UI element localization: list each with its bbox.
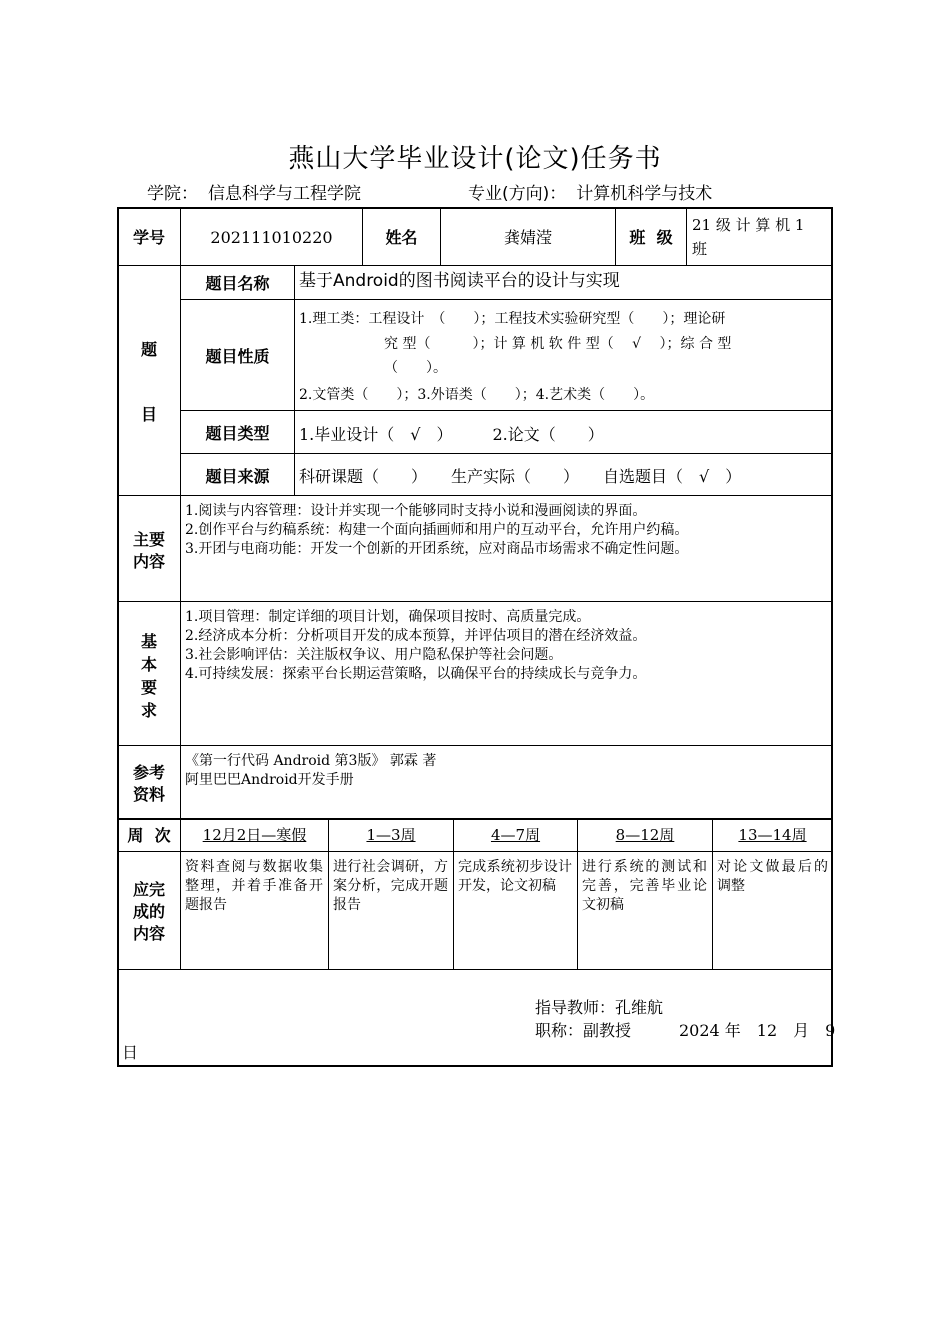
date-tail: 日 <box>122 1043 139 1062</box>
advisor-line <box>535 998 663 1017</box>
week-header: 1—3周 <box>366 826 416 844</box>
college-label: 学院： <box>147 184 198 204</box>
week-header: 13—14周 <box>738 826 807 844</box>
requirements-label-char: 求 <box>140 701 157 720</box>
class-value-line2: 班 <box>692 240 708 258</box>
main-content-item: 3.开团与电商功能：开发一个创新的开团系统，应对商品市场需求不确定性问题。 <box>185 541 689 557</box>
topic-group-label-2: 目 <box>140 405 157 424</box>
col-divider <box>686 208 687 265</box>
schedule-content: 进行系统的测试和完善，完善毕业论文初稿 <box>582 859 707 913</box>
page-title: 燕山大学毕业设计(论文)任务书 <box>288 144 662 174</box>
topic-nature-line1: 1.理工类：工程设计 （ ）；工程技术实验研究型（ ）；理论研 <box>299 311 726 327</box>
schedule-content-label-3: 内容 <box>132 924 165 943</box>
requirements-label-char: 本 <box>140 655 157 674</box>
schedule-content: 对论文做最后的调整 <box>717 859 828 894</box>
topic-type-value: 1.毕业设计（ √ ） 2.论文（ ） <box>299 425 604 444</box>
topic-nature-line2: 究 型（ ）；计 算 机 软 件 型（ √ ）；综 合 型 <box>384 336 732 352</box>
schedule-content: 进行社会调研，方案分析，完成开题报告 <box>333 859 448 913</box>
title-label: 职称： <box>535 1021 584 1040</box>
requirement-item: 4.可持续发展：探索平台长期运营策略，以确保平台的持续成长与竞争力。 <box>185 666 647 682</box>
requirements-label-char: 要 <box>140 678 157 697</box>
topic-source-label: 题目来源 <box>205 467 270 486</box>
week-header: 12月2日—寒假 <box>202 826 307 844</box>
college-line <box>147 179 361 204</box>
row-divider <box>118 851 832 852</box>
major-value: 计算机科学与技术 <box>576 184 713 204</box>
schedule-content: 完成系统初步设计开发，论文初稿 <box>458 859 572 894</box>
row-divider <box>180 453 832 454</box>
references-label-2: 资料 <box>132 785 165 804</box>
student-name-label: 姓名 <box>385 228 418 247</box>
requirement-item: 2.经济成本分析：分析项目开发的成本预算，并评估项目的潜在经济效益。 <box>185 628 647 644</box>
title-value: 副教授 <box>583 1021 632 1040</box>
student-id-value: 202111010220 <box>210 228 333 247</box>
college-value: 信息科学与工程学院 <box>208 184 361 204</box>
major-line <box>468 179 712 204</box>
advisor-name: 孔维航 <box>615 998 664 1017</box>
reference-item: 《第一行代码 Android 第3版》 郭霖 著 <box>185 753 437 769</box>
main-content-label-1: 主要 <box>132 530 165 549</box>
topic-name-value: 基于Android的图书阅读平台的设计与实现 <box>299 271 620 291</box>
schedule-content-label-1: 应完 <box>132 880 165 899</box>
topic-group-label-1: 题 <box>140 340 157 359</box>
row-divider <box>118 495 832 496</box>
row-divider <box>118 969 832 970</box>
advisor-label: 指导教师： <box>535 998 616 1017</box>
row-divider <box>118 745 832 746</box>
references-label-1: 参考 <box>132 763 165 782</box>
title-line <box>535 1021 647 1040</box>
main-content-item: 1.阅读与内容管理：设计并实现一个能够同时支持小说和漫画阅读的界面。 <box>185 503 647 519</box>
requirement-item: 3.社会影响评估：关注版权争议、用户隐私保护等社会问题。 <box>185 647 563 663</box>
requirement-item: 1.项目管理：制定详细的项目计划，确保项目按时、高质量完成。 <box>185 609 591 625</box>
week-label: 周 次 <box>127 826 171 845</box>
topic-name-label: 题目名称 <box>205 274 270 293</box>
topic-type-label: 题目类型 <box>205 424 270 443</box>
date-main: 2024 年 12 月 9 <box>679 1021 836 1040</box>
col-divider <box>294 265 295 495</box>
topic-nature-line3: （ ）。 <box>384 360 447 376</box>
week-header: 4—7周 <box>490 826 541 844</box>
schedule-content: 资料查阅与数据收集整理，并着手准备开题报告 <box>185 859 323 913</box>
row-divider <box>118 265 832 266</box>
row-divider <box>180 410 832 411</box>
topic-source-value: 科研课题（ ） 生产实际（ ） 自选题目（ √ ） <box>299 467 742 486</box>
topic-nature-label: 题目性质 <box>205 347 270 366</box>
week-header: 8—12周 <box>615 826 675 844</box>
row-divider <box>118 601 832 602</box>
main-content-label-2: 内容 <box>132 552 165 571</box>
student-name-value: 龚婧滢 <box>503 228 552 247</box>
major-label: 专业(方向)： <box>468 184 567 204</box>
col-divider <box>180 265 181 969</box>
reference-item: 阿里巴巴Android开发手册 <box>185 772 354 788</box>
row-divider <box>118 818 832 820</box>
main-content-item: 2.创作平台与约稿系统：构建一个面向插画师和用户的互动平台，允许用户约稿。 <box>185 522 689 538</box>
student-id-label: 学号 <box>132 228 165 247</box>
row-divider <box>180 299 832 300</box>
class-label: 班 级 <box>629 228 673 247</box>
topic-nature-line4: 2.文管类（ ）；3.外语类（ ）；4.艺术类（ ）。 <box>299 387 655 403</box>
schedule-content-label-2: 成的 <box>132 902 165 921</box>
requirements-label-char: 基 <box>140 632 157 651</box>
class-value-line1: 21 级 计 算 机 1 <box>692 216 805 234</box>
